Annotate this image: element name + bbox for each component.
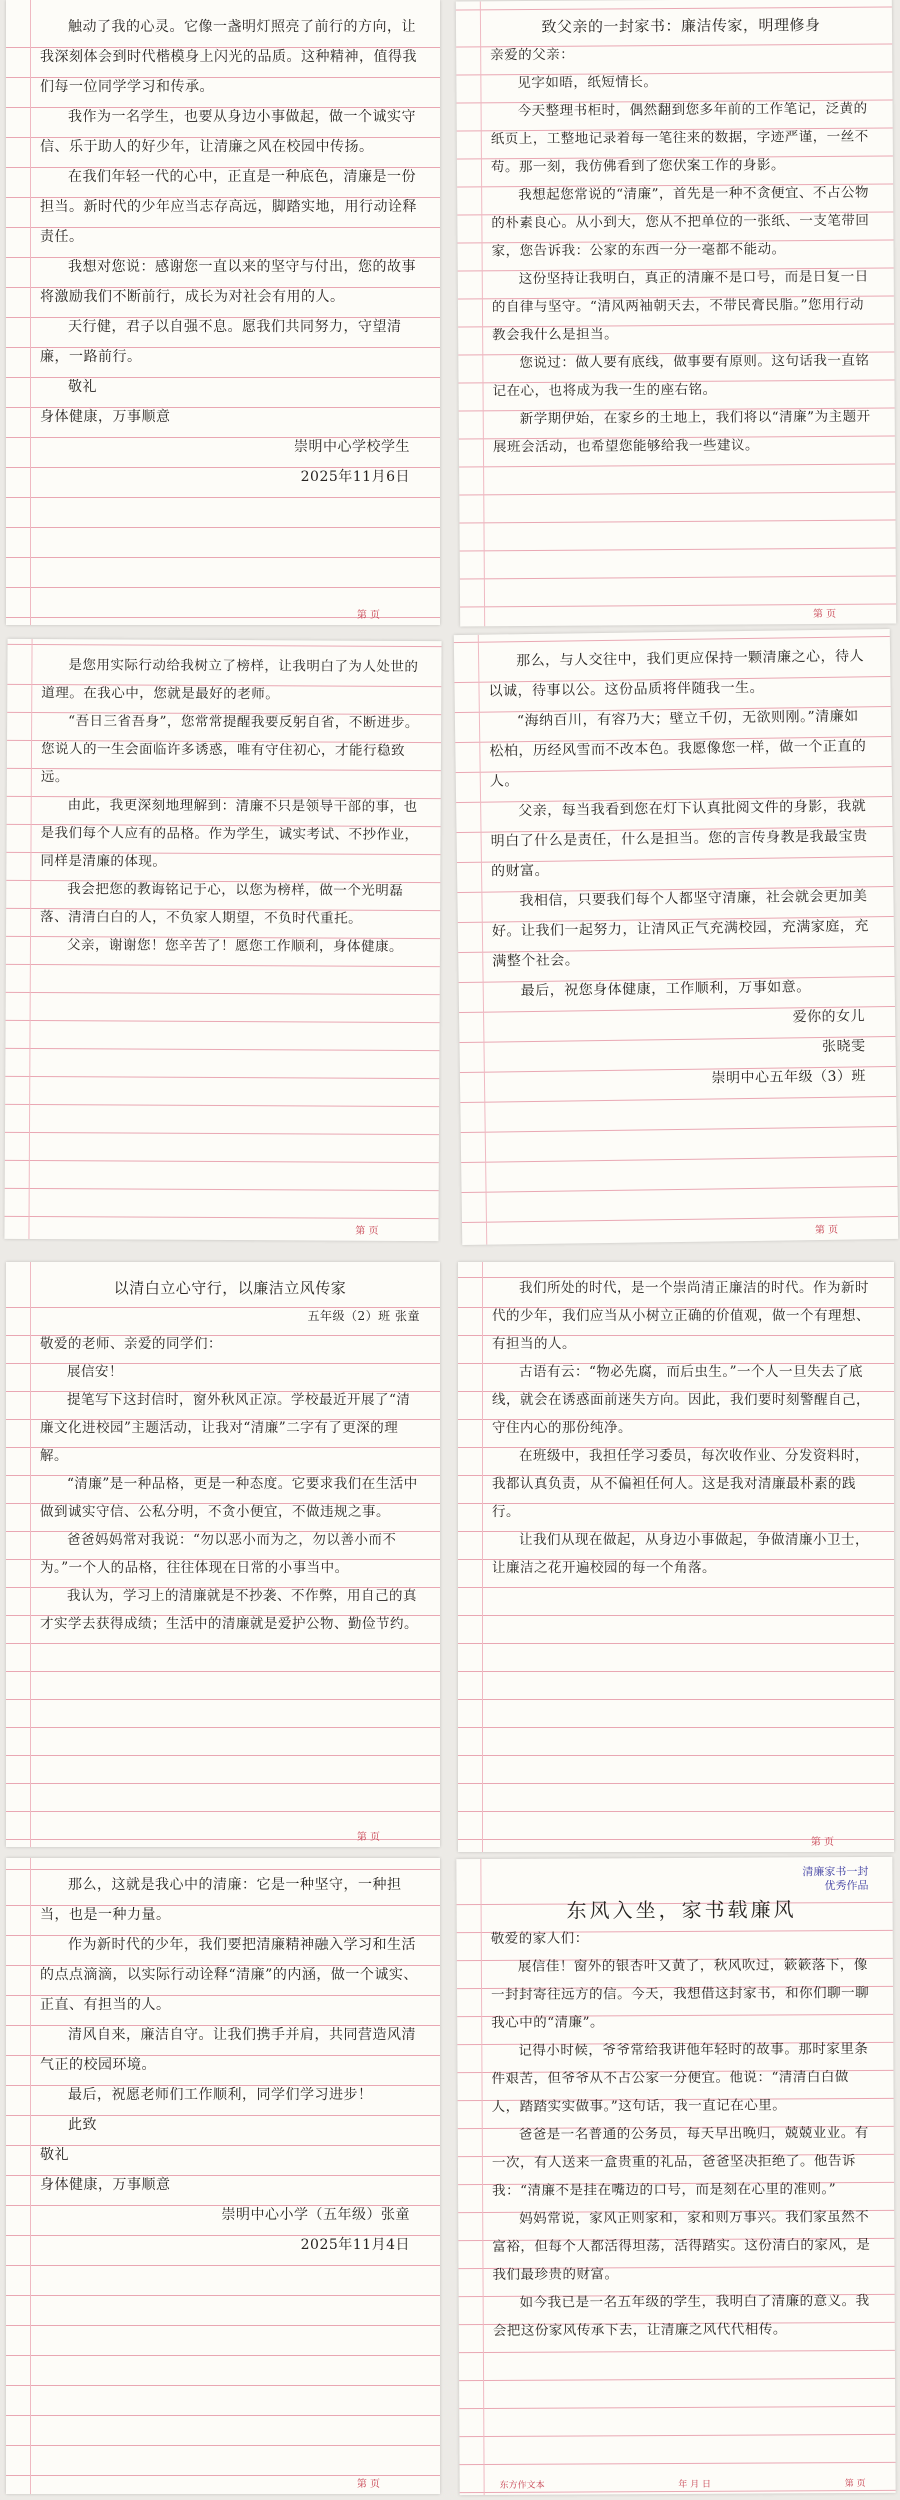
page-number-label: 第 页 bbox=[844, 2479, 866, 2490]
paragraph: “清廉”是一种品格，更是一种态度。它要求我们在生活中做到诚实守信、公私分明，不贪小便宜，不做违规之事。 bbox=[40, 1476, 418, 1520]
paragraph: 在班级中，我担任学习委员，每次收作业、分发资料时，我都认真负责，从不偏袒任何人。这是我对清廉最朴素的践行。 bbox=[492, 1448, 869, 1520]
signature: 崇明中心学校学生 bbox=[294, 439, 410, 455]
wish: 身体健康，万事顺意 bbox=[40, 409, 171, 425]
paragraph: 触动了我的心灵。它像一盏明灯照亮了前行的方向，让我深刻体会到时代楷模身上闪光的品质。这种精神，值得我们每一位同学学习和传承。 bbox=[40, 19, 417, 95]
salutation: 敬爱的家人们： bbox=[490, 1930, 589, 1947]
date: 2025年11月6日 bbox=[300, 469, 410, 485]
paragraph: 我相信，只要我们每个人都坚守清廉，社会就会更加美好。让我们一起努力，让清风正气充满校园，充满家庭，充满整个社会。 bbox=[491, 888, 869, 970]
letter-title: 以清白立心守行，以廉洁立风传家 bbox=[113, 1279, 347, 1297]
letter-page-8 bbox=[456, 1857, 895, 2495]
paragraph: 是您用实际行动给我树立了榜样，让我明白了为人处世的道理。在我心中，您就是最好的老师。 bbox=[41, 657, 419, 703]
page-number-label: 第 页 bbox=[356, 1832, 380, 1843]
page-number-label: 第 页 bbox=[810, 1837, 834, 1848]
signature: 张晓雯 bbox=[821, 1038, 866, 1055]
page-8-text bbox=[491, 1895, 876, 2469]
salutation: 亲爱的父亲： bbox=[490, 46, 575, 64]
salutation: 敬爱的老师、亲爱的同学们： bbox=[40, 1336, 222, 1352]
paragraph: 那么，与人交往中，我们更应保持一颗清廉之心，待人以诚，待事以公。这份品质将伴随我一生。 bbox=[488, 648, 865, 700]
paragraph: 我想对您说：感谢您一直以来的坚守与付出，您的故事将激励我们不断前行，成长为对社会有用的人。 bbox=[40, 259, 416, 305]
margin-rule bbox=[30, 0, 31, 625]
paragraph: 记得小时候，爷爷常给我讲他年轻时的故事。那时家里条件艰苦，但爷爷从不占公家一分便宜。他说：“清清白白做人，踏踏实实做事。”这句话，我一直记在心里。 bbox=[491, 2040, 869, 2115]
paragraph: 展信佳！窗外的银杏叶又黄了，秋风吹过，簌簌落下，像一封封寄往远方的信。今天，我想借这封家书，和你们聊一聊我心中的“清廉”。 bbox=[491, 1956, 870, 2031]
paragraph: 最后，祝您身体健康，工作顺利，万事如意。 bbox=[520, 979, 811, 1000]
paragraph: 今天整理书柜时，偶然翻到您多年前的工作笔记，泛黄的纸页上，工整地记录着每一笔往来的数据，字迹严谨，一丝不苟。那一刻，我仿佛看到了您伏案工作的身影。 bbox=[490, 100, 869, 176]
paragraph: 妈妈常说，家风正则家和，家和则万事兴。我们家虽然不富裕，但每个人都活得坦荡，活得踏实。这份清白的家风，是我们最珍贵的财富。 bbox=[492, 2208, 871, 2283]
margin-rule bbox=[478, 635, 488, 1245]
letter-page-7 bbox=[6, 1858, 440, 2494]
page-2-text bbox=[490, 11, 876, 601]
byline: 五年级（2）班 张童 bbox=[307, 1309, 420, 1323]
margin-rule bbox=[480, 1859, 484, 2495]
paragraph: 这份坚持让我明白，真正的清廉不是口号，而是日复一日的自律与坚守。“清风两袖朝天去，不带民膏民脂。”您用行动教会我什么是担当。 bbox=[491, 268, 869, 344]
letter-page-6 bbox=[458, 1262, 894, 1852]
margin-rule bbox=[30, 1858, 31, 2494]
date: 2025年11月4日 bbox=[300, 2237, 410, 2253]
paragraph: 那么，这就是我心中的清廉：它是一种坚守，一种担当，也是一种力量。 bbox=[40, 1877, 402, 1923]
page-number-label: 第 页 bbox=[356, 610, 380, 621]
margin-rule bbox=[28, 639, 32, 1239]
letter-page-1 bbox=[6, 0, 440, 625]
paragraph: 由此，我更深刻地理解到：清廉不只是领导干部的事，也是我们每个人应有的品格。作为学生，诚实考试、不抄作业，同样是清廉的体现。 bbox=[40, 797, 419, 870]
margin-rule bbox=[482, 1262, 483, 1852]
paper-footer bbox=[500, 2476, 866, 2491]
letter-title: 致父亲的一封家书：廉洁传家，明理修身 bbox=[541, 15, 821, 36]
paragraph: 古语有云：“物必先腐，而后虫生。”一个人一旦失去了底线，就会在诱惑面前迷失方向。因此，我们要时刻警醒自己，守住内心的那份纯净。 bbox=[492, 1364, 870, 1436]
paragraph: 作为新时代的少年，我们要把清廉精神融入学习和生活的点点滴滴，以实际行动诠释“清廉”的内涵，做一个诚实、正直、有担当的人。 bbox=[40, 1937, 418, 2013]
page-3-text bbox=[39, 651, 422, 1215]
paragraph: 提笔写下这封信时，窗外秋风正凉。学校最近开展了“清廉文化进校园”主题活动，让我对“清廉”二字有了更深的理解。 bbox=[40, 1392, 411, 1464]
class-label: 崇明中心五年级（3）班 bbox=[711, 1068, 867, 1087]
margin-rule bbox=[30, 1262, 31, 1847]
paragraph: 爸爸妈妈常对我说：“勿以恶小而为之，勿以善小而不为。”一个人的品格，往往体现在日常的小事当中。 bbox=[40, 1532, 397, 1576]
page-5-text bbox=[40, 1274, 420, 1821]
salute: 敬礼 bbox=[40, 2147, 69, 2163]
annotation-line: 清廉家书一封 bbox=[802, 1864, 869, 1879]
paragraph: 父亲，谢谢您！您辛苦了！愿您工作顺利，身体健康。 bbox=[66, 937, 404, 955]
closing: 此致 bbox=[68, 2117, 97, 2133]
page-7-text bbox=[40, 1870, 420, 2468]
paragraph: 我认为，学习上的清廉就是不抄袭、不作弊，用自己的真才实学去获得成绩；生活中的清廉就是爱护公物、勤俭节约。 bbox=[40, 1588, 418, 1632]
paragraph: “吾日三省吾身”，您常常提醒我要反躬自省，不断进步。您说人的一生会面临许多诱惑，唯有守住初心，才能行稳致远。 bbox=[40, 713, 419, 786]
greeting: 见字如晤，纸短情长。 bbox=[517, 74, 658, 92]
wish: 身体健康，万事顺意 bbox=[40, 2177, 171, 2193]
paragraph: 我们所处的时代，是一个崇尚清正廉洁的时代。作为新时代的少年，我们应当从小树立正确的价值观，做一个有理想、有担当的人。 bbox=[492, 1280, 870, 1352]
greeting: 展信安！ bbox=[67, 1364, 123, 1380]
date-field: 年 月 日 bbox=[678, 2479, 712, 2490]
paragraph: 父亲，每当我看到您在灯下认真批阅文件的身影，我就明白了什么是责任，什么是担当。您的言传身教是我最宝贵的财富。 bbox=[490, 798, 868, 880]
margin-rule bbox=[480, 1, 485, 626]
page-1-text bbox=[40, 12, 420, 599]
paragraph: 我作为一名学生，也要从身边小事做起，做一个诚实守信、乐于助人的好少年，让清廉之风在校园中传扬。 bbox=[40, 109, 416, 155]
paper-brand: 东方作文本 bbox=[499, 2480, 545, 2491]
page-number-label: 第 页 bbox=[812, 608, 837, 621]
letter-page-5 bbox=[6, 1262, 440, 1847]
paragraph: 如今我已是一名五年级的学生，我明白了清廉的意义。我会把这份家风传承下去，让清廉之风代代相传。 bbox=[492, 2292, 870, 2339]
paragraph: 在我们年轻一代的心中，正直是一种底色，清廉是一份担当。新时代的少年应当志存高远，脚踏实地，用行动诠释责任。 bbox=[40, 169, 417, 245]
paragraph: 我想起您常说的“清廉”，首先是一种不贪便宜、不占公物的朴素良心。从小到大，您从不把单位的一张纸、一支笔带回家，您告诉我：公家的东西一分一毫都不能动。 bbox=[491, 184, 870, 260]
paragraph: 我会把您的教诲铭记于心，以您为榜样，做一个光明磊落、清清白白的人，不负家人期望，不负时代重托。 bbox=[40, 881, 404, 927]
letter-page-4 bbox=[454, 629, 898, 1245]
paragraph: 最后，祝愿老师们工作顺利，同学们学习进步！ bbox=[68, 2087, 373, 2103]
page-number-label: 第 页 bbox=[814, 1224, 839, 1237]
paragraph: 让我们从现在做起，从身边小事做起，争做清廉小卫士，让廉洁之花开遍校园的每一个角落。 bbox=[492, 1532, 869, 1576]
paragraph: 爸爸是一名普通的公务员，每天早出晚归，兢兢业业。有一次，有人送来一盒贵重的礼品，爸爸坚决拒绝了。他告诉我：“清廉不是挂在嘴边的口号，而是刻在心里的准则。” bbox=[491, 2124, 869, 2199]
closing: 敬礼 bbox=[68, 379, 97, 395]
paragraph: 天行健，君子以自强不息。愿我们共同努力，守望清廉，一路前行。 bbox=[40, 319, 402, 365]
paragraph: 清风自来，廉洁自守。让我们携手并肩，共同营造风清气正的校园环境。 bbox=[40, 2027, 416, 2073]
paragraph: “海纳百川，有容乃大；壁立千仞，无欲则刚。”清廉如松柏，历经风雪而不改本色。我愿像您一样，做一个正直的人。 bbox=[489, 708, 867, 790]
handwritten-annotation bbox=[802, 1865, 868, 1893]
page-number-label: 第 页 bbox=[356, 2479, 380, 2490]
paragraph: 您说过：做人要有底线，做事要有原则。这句话我一直铭记在心，也将成为我一生的座右铭。 bbox=[492, 352, 870, 400]
page-6-text bbox=[492, 1274, 874, 1826]
annotation-line: 优秀作品 bbox=[824, 1878, 869, 1893]
page-4-text bbox=[488, 641, 878, 1218]
letter-page-2 bbox=[456, 0, 896, 627]
page-number-label: 第 页 bbox=[355, 1225, 379, 1237]
letter-page-3 bbox=[4, 639, 441, 1241]
signature: 崇明中心小学（五年级）张童 bbox=[221, 2207, 410, 2223]
closing: 爱你的女儿 bbox=[792, 1008, 866, 1026]
paragraph: 新学期伊始，在家乡的土地上，我们将以“清廉”为主题开展班会活动，也希望您能够给我一些建议。 bbox=[492, 408, 871, 456]
letter-title: 东风入坐，家书载廉风 bbox=[566, 1897, 797, 1923]
